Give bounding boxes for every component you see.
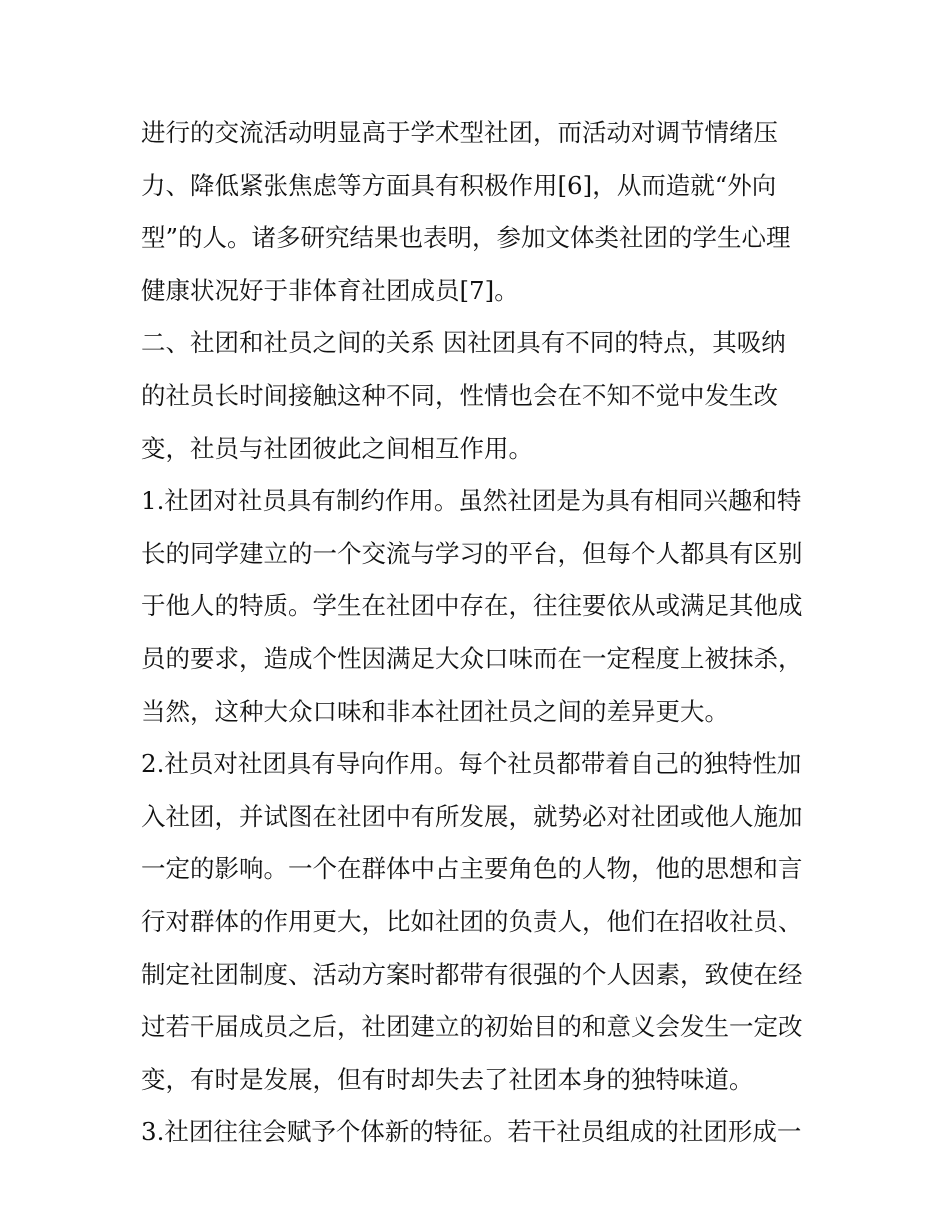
text-line: 长的同学建立的一个交流与学习的平台，但每个人都具有区别: [141, 538, 803, 568]
text-line: 健康状况好于非体育社团成员[7]。: [141, 275, 519, 305]
text-line: 过若干届成员之后，社团建立的初始目的和意义会发生一定改: [141, 1012, 803, 1042]
text-line: 变，社员与社团彼此之间相互作用。: [141, 433, 533, 463]
text-line: 的社员长时间接触这种不同，性情也会在不知不觉中发生改: [141, 380, 778, 410]
text-line: 入社团，并试图在社团中有所发展，就势必对社团或他人施加: [141, 801, 803, 831]
text-line: 变，有时是发展，但有时却失去了社团本身的独特味道。: [141, 1064, 754, 1094]
text-line: 当然，这种大众口味和非本社团社员之间的差异更大。: [141, 696, 729, 726]
list-item-2-line: 2.社员对社团具有导向作用。每个社员都带着自己的独特性加: [141, 749, 802, 779]
text-line: 进行的交流活动明显高于学术型社团，而活动对调节情绪压: [141, 118, 778, 147]
text-line: 一定的影响。一个在群体中占主要角色的人物，他的思想和言: [141, 854, 803, 884]
text-line: 员的要求，造成个性因满足大众口味而在一定程度上被抹杀，: [141, 643, 803, 673]
list-item-1-line: 1.社团对社员具有制约作用。虽然社团是为具有相同兴趣和特: [141, 486, 802, 516]
text-line: 行对群体的作用更大，比如社团的负责人，他们在招收社员、: [141, 906, 803, 936]
document-body: [141, 107, 831, 1159]
text-line: 力、降低紧张焦虑等方面具有积极作用[6]，从而造就“外向: [141, 170, 777, 200]
section-heading-line: 二、社团和社员之间的关系 因社团具有不同的特点，其吸纳: [141, 328, 786, 358]
text-line: 制定社团制度、活动方案时都带有很强的个人因素，致使在经: [141, 959, 803, 989]
list-item-3-line: 3.社团往往会赋予个体新的特征。若干社员组成的社团形成一: [141, 1117, 802, 1147]
text-line: 型”的人。诸多研究结果也表明，参加文体类社团的学生心理: [141, 223, 791, 253]
text-line: 于他人的特质。学生在社团中存在，往往要依从或满足其他成: [141, 591, 803, 621]
